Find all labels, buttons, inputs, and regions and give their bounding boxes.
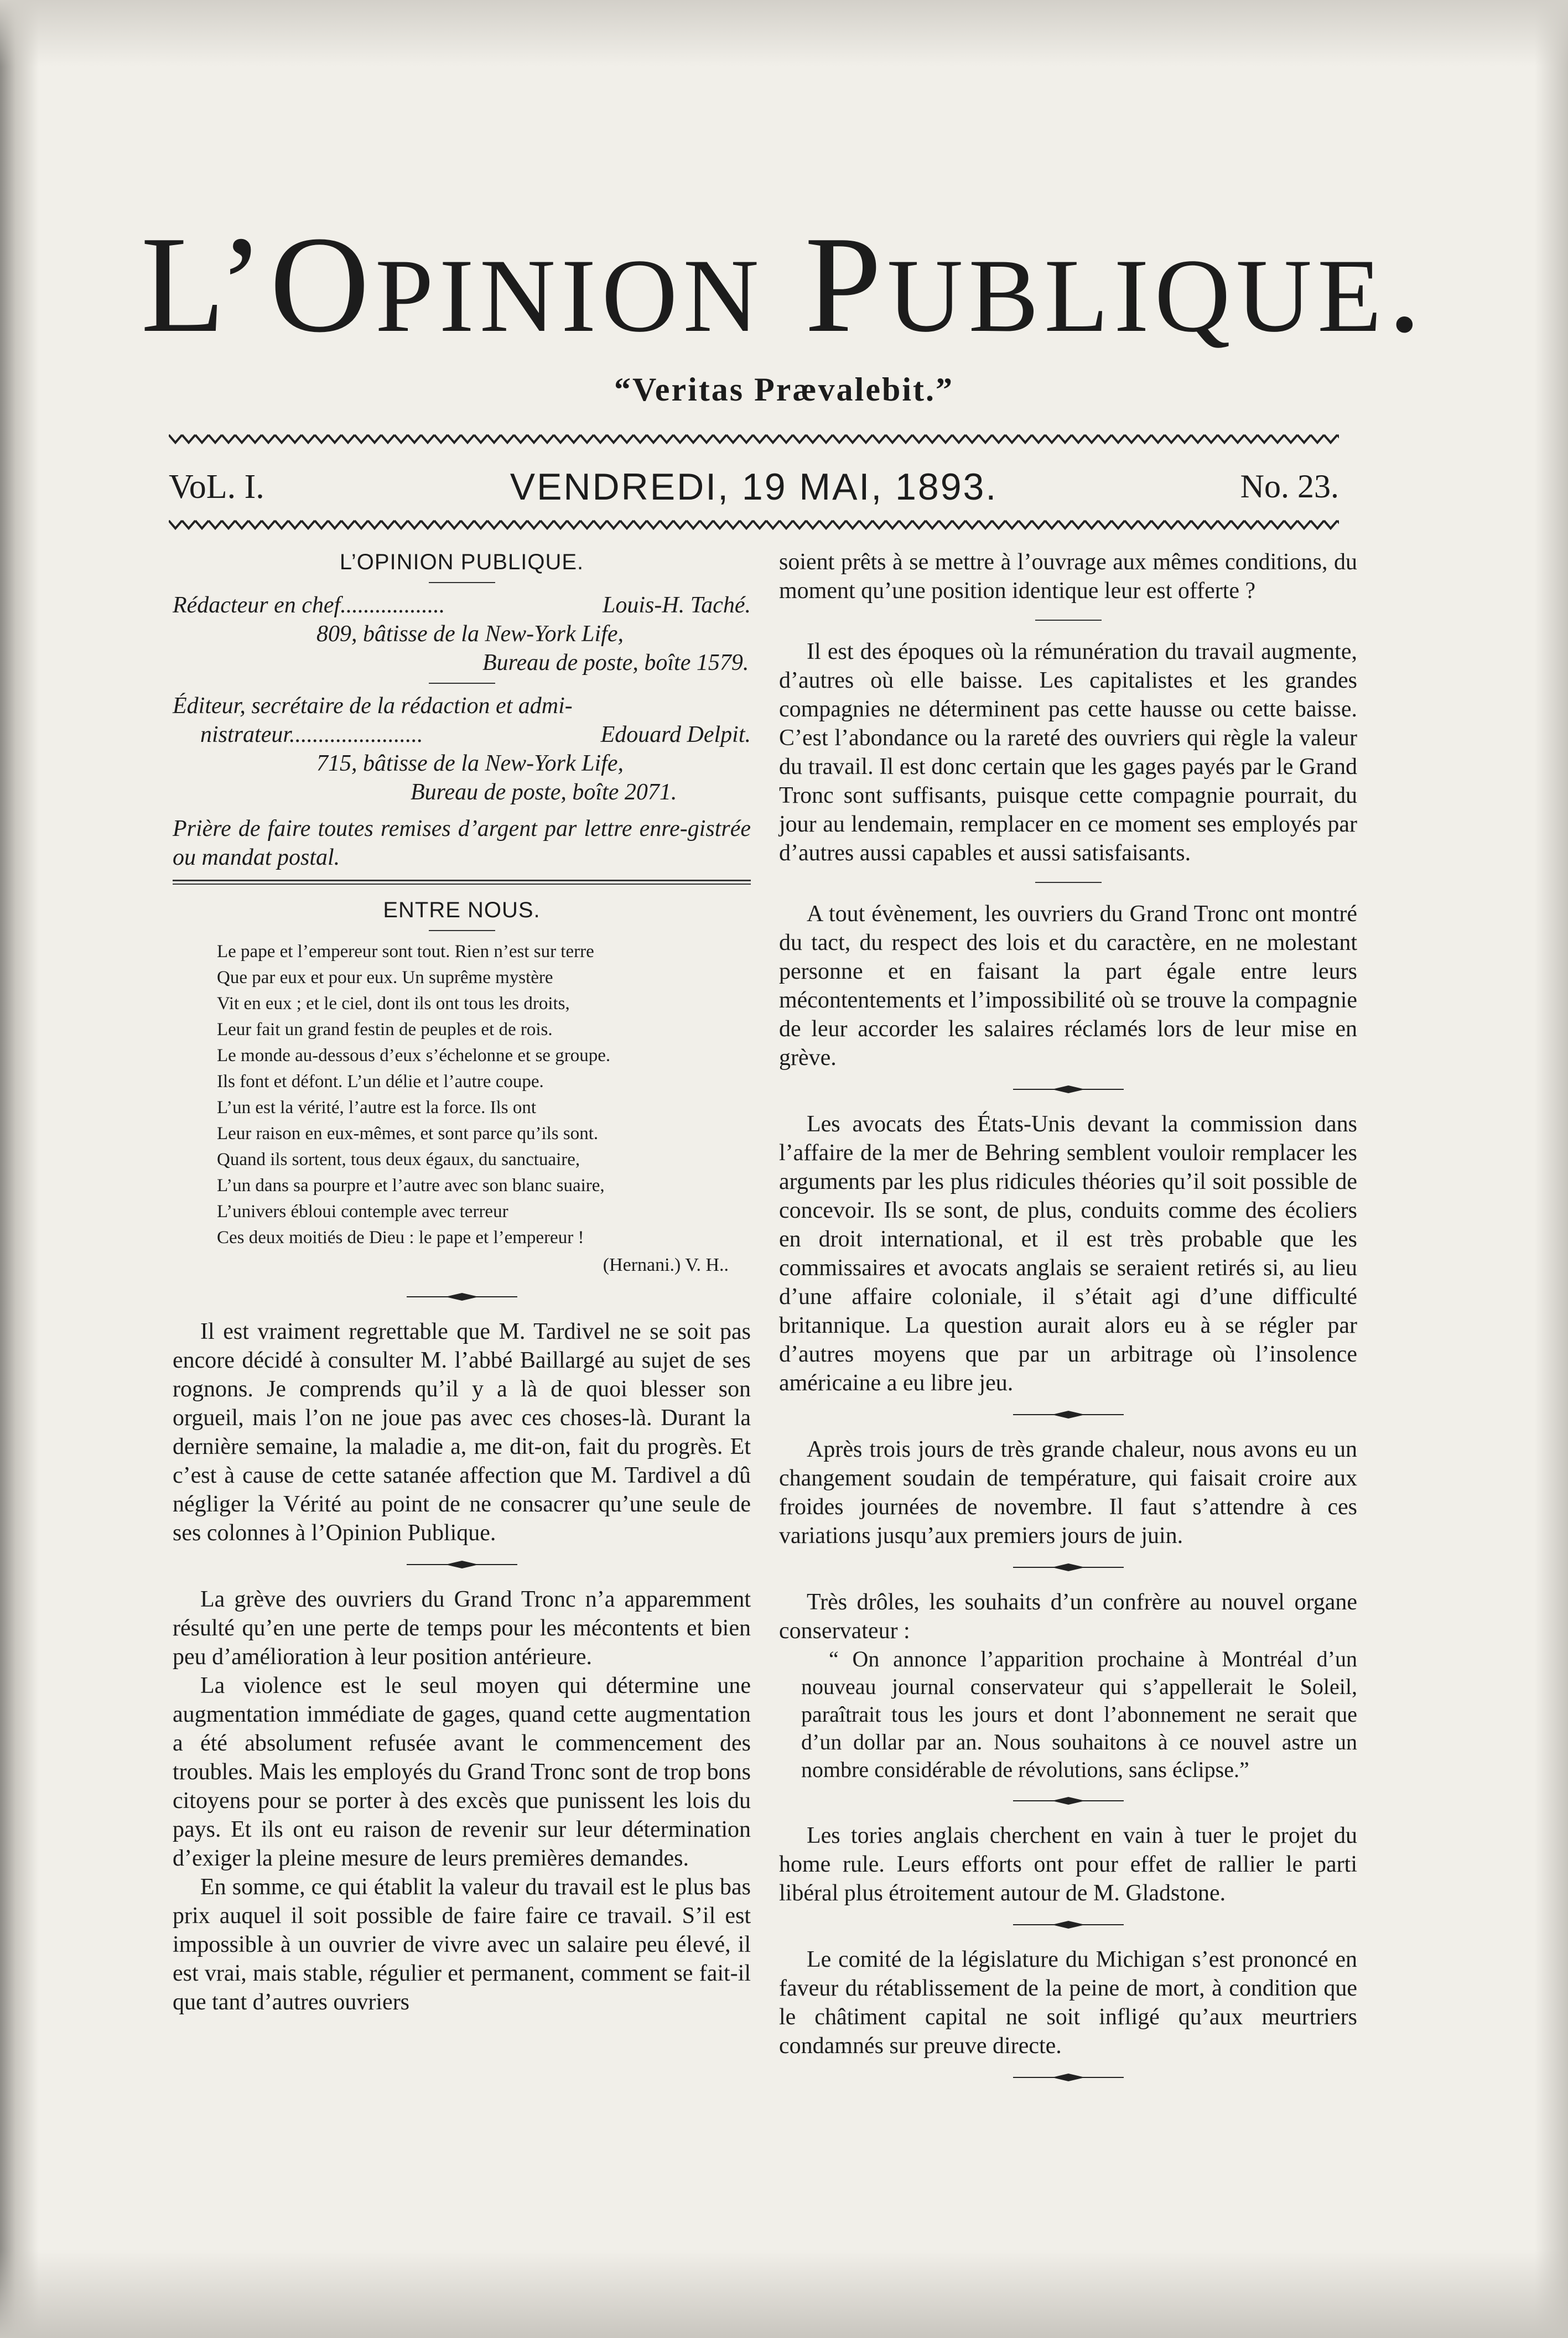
divider: [1035, 620, 1102, 621]
ornament-separator: [1013, 1409, 1124, 1421]
poem-line: Vit en eux ; et le ciel, dont ils ont tous les droits,: [217, 994, 570, 1014]
ornament-separator: [1013, 2071, 1124, 2084]
poem-line: L’univers ébloui contemple avec terreur: [217, 1202, 508, 1222]
article-greve-2: La violence est le seul moyen qui détermine une augmentation immédiate de gages, quand cette augmentation a été absolument refusée avant le commencement des troubles. Mais les employés du Grand Tronc sont de trop bons citoyens pour se porter à des excès que punissent les lois du pays. Et ils ont eu raison de revenir sur leur détermination d’exiger la pleine mesure de leurs premières demandes.: [173, 1673, 751, 1871]
poem-line: L’un est la vérité, l’autre est la force. Ils ont: [217, 1098, 536, 1118]
article-greve-3: En somme, ce qui établit la valeur du travail est le plus bas prix auquel il soit possible de faire faire ce travail. S’il est impossible à un ouvrier de vivre avec un salaire peu élevé, il est vrai, mais stable, régulier et permanent, comment se fait-il que tant d’autres ouvriers: [173, 1874, 751, 2015]
scan-edge-bottom: [0, 2249, 1568, 2338]
right-column: [779, 548, 1357, 2098]
article-greve-continued: soient prêts à se mettre à l’ouvrage aux mêmes conditions, du moment qu’une position identique leur est offerte ?: [779, 549, 1357, 604]
poem-line: Leur raison en eux-mêmes, et sont parce qu’ils sont.: [217, 1124, 599, 1144]
article-souhaits: Très drôles, les souhaits d’un confrère au nouvel organe conservateur :: [779, 1589, 1357, 1644]
divider: [1035, 882, 1102, 883]
remittance-note: Prière de faire toutes remises d’argent par lettre enre-gistrée ou mandat postal.: [173, 816, 751, 870]
issue-number: No. 23.: [1240, 468, 1339, 505]
article-tact: A tout évènement, les ouvriers du Grand Tronc ont montré du tact, du respect des lois et du caractère, en ne molestant personne et en faisant la part égale entre leurs mécontentements et l’impossibilité où se trouve la compagnie de leur accorder les salaires réclamés lors de leur mise en grève.: [779, 901, 1357, 1071]
left-column: [173, 548, 751, 2017]
quote-soleil: “ On annonce l’apparition prochaine à Montréal d’un nouveau journal conservateur qui s’appellerait le Soleil, paraîtrait tous les jours et dont l’abonnement ne serait que d’un dollar par an. Nous souhaitons à ce nouvel astre un nombre considérable de révolutions, sans éclipse.”: [801, 1646, 1357, 1782]
poem-line: Quand ils sortent, tous deux égaux, du sanctuaire,: [217, 1150, 580, 1170]
divider: [429, 930, 495, 931]
ornament-separator: [1013, 1561, 1124, 1573]
scan-edge-top: [0, 0, 1568, 66]
publisher-address: 715, bâtisse de la New-York Life,: [316, 751, 624, 776]
double-rule: [173, 880, 751, 885]
poem-line: Le pape et l’empereur sont tout. Rien n’est sur terre: [217, 942, 594, 962]
publisher-po-box: Bureau de poste, boîte 2071.: [411, 780, 677, 805]
ornament-separator: [407, 1558, 517, 1571]
ornament-separator: [1013, 1795, 1124, 1807]
article-michigan: Le comité de la législature du Michigan s’est prononcé en faveur du rétablissement de la peine de mort, à condition que le châtiment capital ne soit infligé qu’aux meurtriers condamnés sur preuve directe.: [779, 1947, 1357, 2059]
issue-date: VENDREDI, 19 MAI, 1893.: [510, 466, 998, 508]
volume-label: VoL. I.: [169, 468, 264, 506]
motto: “Veritas Prævalebit.”: [614, 371, 954, 408]
article-epoques: Il est des époques où la rémunération du travail augmente, d’autres où elle baisse. Les capitalistes et les grandes compagnies ne déterminent pas cette hausse ou cette baisse. C’est l’abondance ou la rareté des ouvriers qui règle la valeur du travail. Il est donc certain que les gages payés par le Grand Tronc sont suffisants, puisque cette compagnie pourrait, du jour au lendemain, remplacer en ce moment ses employés par d’autres aussi capables et aussi satisfaisants.: [779, 639, 1357, 866]
poem-line: Ces deux moitiés de Dieu : le pape et l’empereur !: [217, 1228, 584, 1248]
poem-line: Que par eux et pour eux. Un suprême mystère: [217, 968, 553, 988]
article-greve-1: La grève des ouvriers du Grand Tronc n’a apparemment résulté qu’en une perte de temps pour les mécontents et bien peu d’amélioration à leur position antérieure.: [173, 1587, 751, 1670]
editor-address: 809, bâtisse de la New-York Life,: [316, 621, 624, 647]
dateline: [169, 467, 1339, 512]
divider: [429, 582, 495, 583]
editor-line: Rédacteur en chef.................. Louis-H. Taché.: [173, 593, 751, 618]
ornament-separator: [1013, 1919, 1124, 1931]
article-tories: Les tories anglais cherchent en vain à tuer le projet du home rule. Leurs efforts ont pour effet de rallier le parti libéral plus étroitement autour de M. Gladstone.: [779, 1823, 1357, 1906]
paper-name: L’OPINION PUBLIQUE.: [339, 550, 584, 574]
wavy-rule-bottom: [169, 517, 1339, 532]
poem-line: Le monde au-dessous d’eux s’échelonne et se groupe.: [217, 1046, 611, 1066]
poem: [173, 939, 751, 1251]
poem-line: Leur fait un grand festin de peuples et de rois.: [217, 1020, 553, 1040]
article-tardivel: Il est vraiment regrettable que M. Tardivel ne se soit pas encore décidé à consulter M. l’abbé Baillargé au sujet de ses rognons. Je comprends qu’il y a là de quoi blesser son orgueil, mais l’on ne joue pas avec ces choses-là. Durant la dernière semaine, la maladie a, me dit-on, fait du progrès. Et c’est à cause de cette satanée affection que M. Tardivel a dû négliger la Vérité au point de ne consacrer qu’une seule de ses colonnes à l’Opinion Publique.: [173, 1319, 751, 1546]
ornament-separator: [1013, 1083, 1124, 1095]
ornament-separator: [407, 1291, 517, 1303]
poem-title: ENTRE NOUS.: [383, 898, 541, 922]
divider: [429, 683, 495, 684]
poem-line: L’un dans sa pourpre et l’autre avec son blanc suaire,: [217, 1176, 605, 1196]
editor-po-box: Bureau de poste, boîte 1579.: [482, 650, 749, 676]
poem-line: Ils font et défont. L’un délie et l’autre coupe.: [217, 1072, 544, 1092]
wavy-rule-top: [169, 432, 1339, 446]
poem-signature: (Hernani.) V. H..: [603, 1255, 729, 1275]
masthead-title: L’OPINION PUBLIQUE.: [141, 208, 1427, 361]
publisher-line: nistrateur....................... Edouard Delpit.: [200, 722, 751, 747]
article-chaleur: Après trois jours de très grande chaleur, nous avons eu un changement soudain de température, qui faisait croire aux froides journées de novembre. Il faut s’attendre à ces variations jusqu’aux premiers jours de juin.: [779, 1437, 1357, 1549]
article-behring: Les avocats des États-Unis devant la commission dans l’affaire de la mer de Behring semblent vouloir remplacer les arguments par les plus ridicules théories qu’il soit possible de concevoir. Ils se sont, de plus, conduits comme des écoliers en droit international, et il est très probable que les commissaires et avocats anglais se seraient retirés si, au lieu d’une affaire coloniale, il s’était agi d’une difficulté britannique. La question aurait alors eu à se régler par d’autres moyens que par un arbitrage où l’insolence américaine a eu libre jeu.: [779, 1111, 1357, 1396]
publisher-label: Éditeur, secrétaire de la rédaction et admi-: [173, 693, 573, 719]
